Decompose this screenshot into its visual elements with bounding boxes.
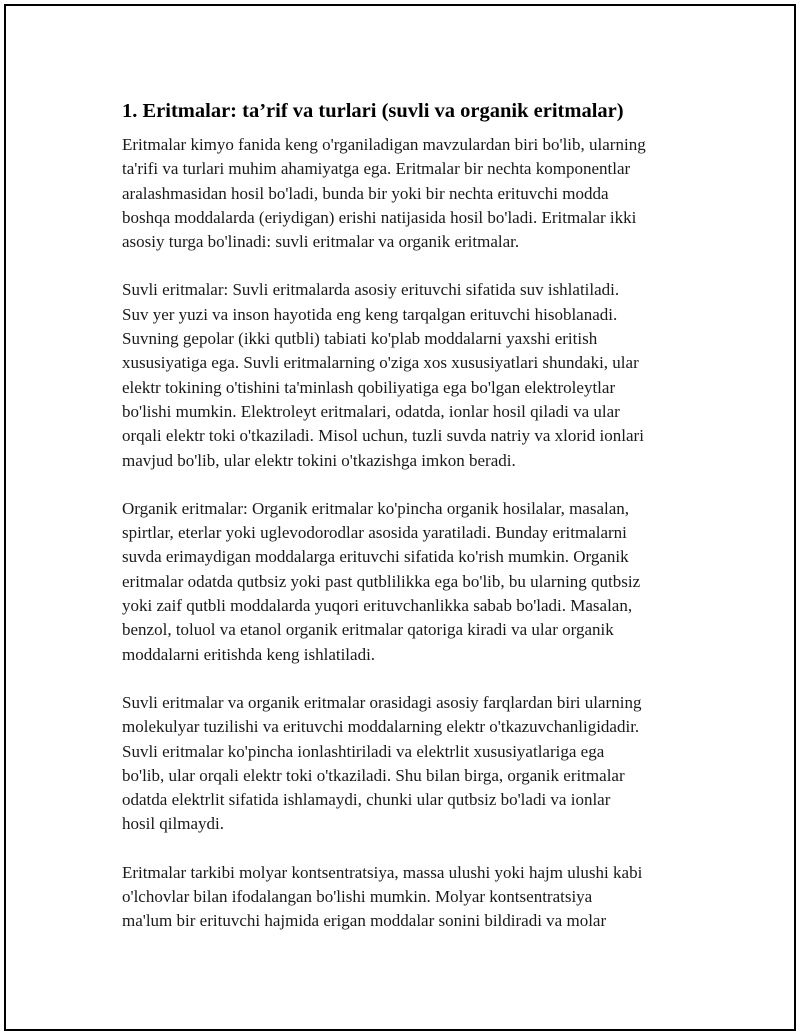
- text-line: Eritmalar kimyo fanida keng o'rganiladigan mavzulardan biri bo'lib, ularning: [122, 135, 646, 154]
- text-line: yoki zaif qutbli moddalarda yuqori erituvchanlikka sabab bo'ladi. Masalan,: [122, 596, 633, 616]
- text-line: Suvli eritmalar va organik eritmalar orasidagi asosiy farqlardan biri ularning: [122, 692, 642, 712]
- text-line: eritmalar odatda qutbsiz yoki past qutblilikka ega bo'lib, bu ularning qutbsiz: [122, 571, 641, 591]
- text-line: orqali elektr toki o'tkaziladi. Misol uchun, tuzli suvda natriy va xlorid ionlari: [122, 426, 644, 446]
- text-line: bo'lib, ular orqali elektr toki o'tkaziladi. Shu bilan birga, organik eritmalar: [122, 765, 625, 785]
- text-line: xususiyatiga ega. Suvli eritmalarning o'ziga xos xususiyatlari shundaki, ular: [122, 353, 639, 373]
- text-line: odatda elektrlit sifatida ishlamaydi, chunki ular qutbsiz bo'ladi va ionlar: [122, 790, 611, 810]
- text-line: Suvning gepolar (ikki qutbli) tabiati ko'plab moddalarni yaxshi eritish: [122, 329, 598, 349]
- paragraph-list: [122, 133, 702, 934]
- text-line: mavjud bo'lib, ular elektr tokini o'tkazishga imkon beradi.: [122, 450, 516, 470]
- text-line: o'lchovlar bilan ifodalangan bo'lishi mumkin. Molyar kontsentratsiya: [122, 887, 593, 907]
- paragraph-3: [122, 497, 702, 667]
- document-body: [122, 98, 702, 958]
- text-line: Suv yer yuzi va inson hayotida eng keng tarqalgan erituvchi hisoblanadi.: [122, 304, 618, 324]
- paragraph-5: [122, 861, 702, 934]
- text-line: ta'rifi va turlari muhim ahamiyatga ega. Eritmalar bir nechta komponentlar: [122, 159, 631, 179]
- text-line: Organik eritmalar: Organik eritmalar ko'pincha organik hosilalar, masalan,: [122, 498, 630, 518]
- text-line: suvda erimaydigan moddalarga erituvchi sifatida ko'rish mumkin. Organik: [122, 547, 629, 567]
- document-title: 1. Eritmalar: ta’rif va turlari (suvli va organik eritmalar): [122, 100, 624, 122]
- text-line: molekulyar tuzilishi va erituvchi moddalarning elektr o'tkazuvchanligidadir.: [122, 717, 640, 737]
- page-frame: [4, 4, 796, 1031]
- text-line: elektr tokining o'tishini ta'minlash qobiliyatiga ega bo'lgan elektroleytlar: [122, 377, 616, 397]
- text-line: moddalarni eritishda keng ishlatiladi.: [122, 644, 376, 664]
- text-line: Eritmalar tarkibi molyar kontsentratsiya, massa ulushi yoki hajm ulushi kabi: [122, 862, 643, 882]
- text-line: Suvli eritmalar ko'pincha ionlashtiriladi va elektrlit xususiyatlariga ega: [122, 741, 605, 761]
- paragraph-2: [122, 278, 702, 472]
- text-line: ma'lum bir erituvchi hajmida erigan moddalar sonini bildiradi va molar: [122, 911, 607, 931]
- text-line: bo'lishi mumkin. Elektroleyt eritmalari, odatda, ionlar hosil qiladi va ular: [122, 401, 620, 421]
- text-line: asosiy turga bo'linadi: suvli eritmalar va organik eritmalar.: [122, 232, 520, 252]
- text-line: hosil qilmaydi.: [122, 814, 224, 834]
- paragraph-1: [122, 133, 702, 254]
- text-line: benzol, toluol va etanol organik eritmalar qatoriga kiradi va ular organik: [122, 620, 614, 640]
- text-line: aralashmasidan hosil bo'ladi, bunda bir yoki bir nechta erituvchi modda: [122, 183, 609, 203]
- paragraph-4: [122, 691, 702, 837]
- text-line: boshqa moddalarda (eriydigan) erishi natijasida hosil bo'ladi. Eritmalar ikki: [122, 207, 637, 227]
- text-line: Suvli eritmalar: Suvli eritmalarda asosiy erituvchi sifatida suv ishlatiladi.: [122, 280, 620, 300]
- text-line: spirtlar, eterlar yoki uglevodorodlar asosida yaratiladi. Bunday eritmalarni: [122, 523, 627, 543]
